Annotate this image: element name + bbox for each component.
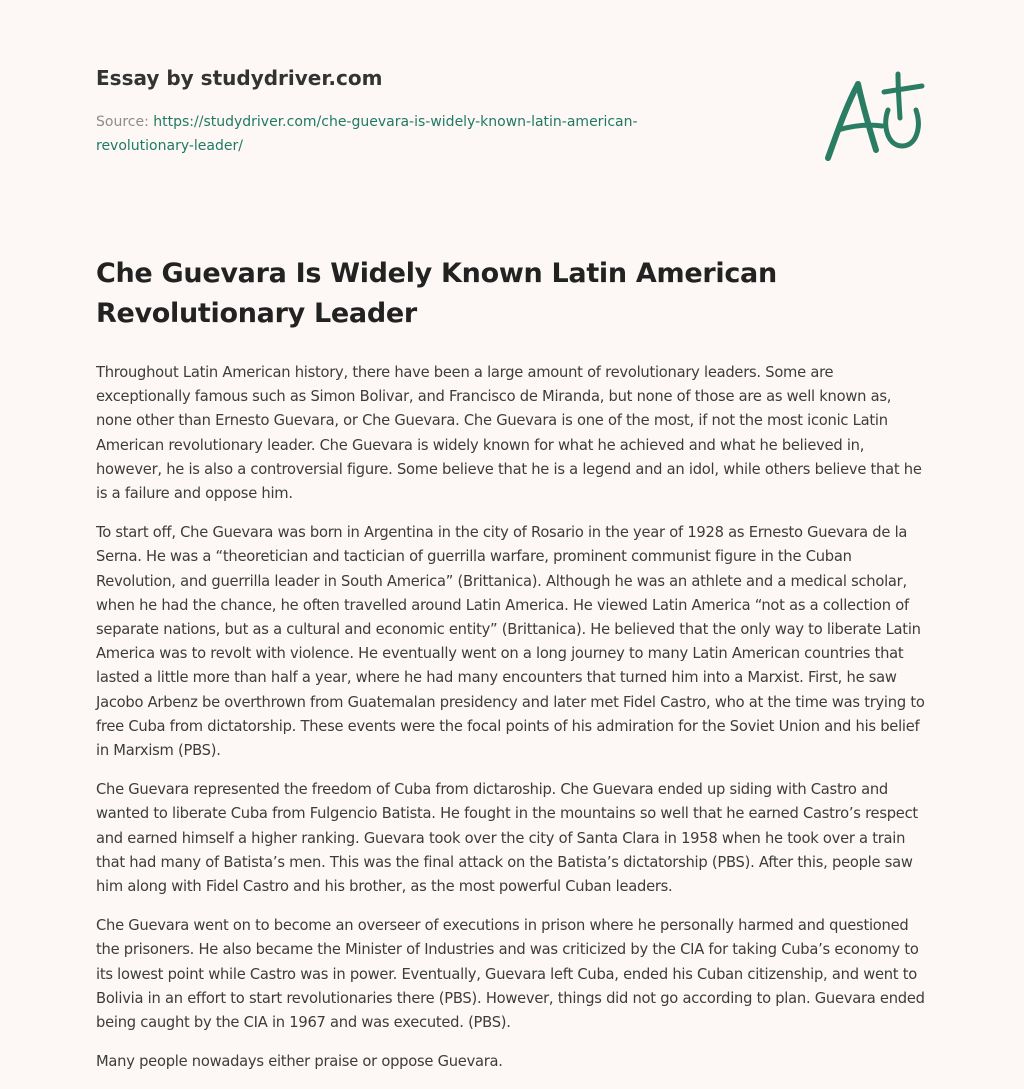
paragraph: To start off, Che Guevara was born in Argentina in the city of Rosario in the year of 1928 as Ernesto Guevara de la Serna. He was a “theoretician and tactician of guerrilla warfare, prominent communist figure in the Cuban Revolution, and guerrilla leader in South America” (Brittanica). Although he was an athlete and a medical scholar, when he had the chance, he often travelled around Latin America. He viewed Latin America “not as a collection of separate nations, but as a cultural and economic entity” (Brittanica). He believed that the only way to liberate Latin America was to revolt with violence. He eventually went on a long journey to many Latin American countries that lasted a little more than half a year, where he had many encounters that turned him into a Marxist. First, he saw Jacobo Arbenz be overthrown from Guatemalan presidency and later met Fidel Castro, who at the time was trying to free Cuba from dictatorship. These events were the focal points of his admiration for the Soviet Union and his belief in Marxism (PBS). — [96, 524, 925, 760]
paragraph: Many people nowadays either praise or oppose Guevara. — [96, 1053, 503, 1071]
paragraph: Che Guevara went on to become an overseer of executions in prison where he personally harmed and questioned the prisoners. He also became the Minister of Industries and was criticized by the CIA for taking Cuba’s economy to its lowest point while Castro was in power. Eventually, Guevara left Cuba, ended his Cuban citizenship, and went to Bolivia in an effort to start revolutionaries there (PBS). However, things did not go according to plan. Guevara ended being caught by the CIA in 1967 and was executed. (PBS). — [96, 917, 925, 1032]
source-label: Source: — [96, 114, 154, 130]
site-title: Essay by studydriver.com — [96, 66, 383, 90]
source-line — [96, 110, 716, 158]
paragraph: Che Guevara represented the freedom of Cuba from dictaroship. Che Guevara ended up siding with Castro and wanted to liberate Cuba from Fulgencio Batista. He fought in the mountains so well that he earned Castro’s respect and earned himself a higher ranking. Guevara took over the city of Santa Clara in 1958 when he took over a train that had many of Batista’s men. This was the final attack on the Batista’s dictatorship (PBS). After this, people saw him along with Fidel Castro and his brother, as the most powerful Cuban leaders. — [96, 781, 918, 896]
document-header — [96, 60, 716, 158]
source-link[interactable]: https://studydriver.com/che-guevara-is-widely-known-latin-american-revolutionary-leader/ — [96, 114, 638, 154]
article-title: Che Guevara Is Widely Known Latin American Revolutionary Leader — [96, 258, 777, 329]
a-plus-logo-icon — [818, 66, 930, 166]
article — [96, 254, 930, 1089]
paragraph: Throughout Latin American history, there have been a large amount of revolutionary leaders. Some are exceptionally famous such as Simon Bolivar, and Francisco de Miranda, but none of those are as well known as, none other than Ernesto Guevara, or Che Guevara. Che Guevara is one of the most, if not the most iconic Latin American revolutionary leader. Che Guevara is widely known for what he achieved and what he believed in, however, he is also a controversial figure. Some believe that he is a legend and an idol, while others believe that he is a failure and oppose him. — [96, 364, 922, 503]
